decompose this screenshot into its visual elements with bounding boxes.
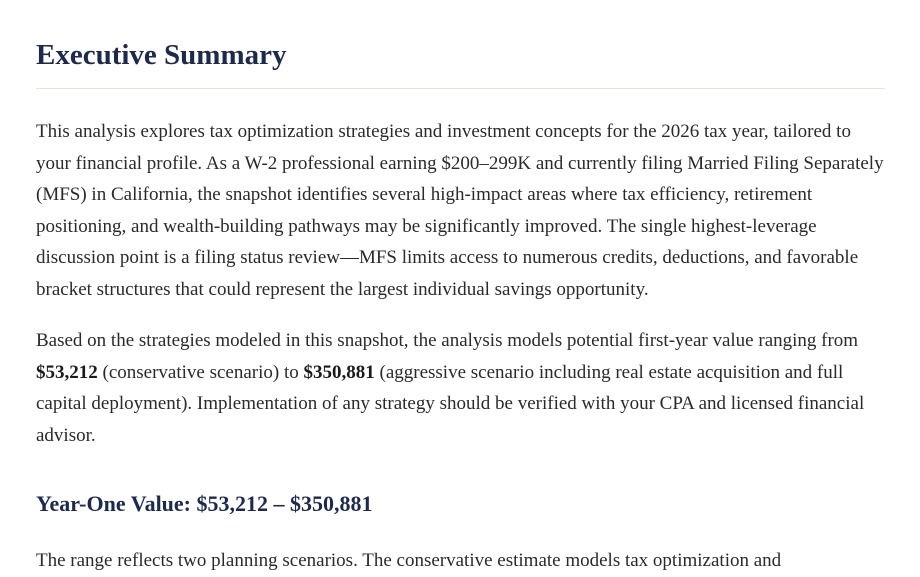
page-title: Executive Summary bbox=[36, 39, 287, 71]
value-paragraph-text-3: (aggressive scenario including real estate acquisition and full capital deployment). Implementation of any strategy should be verified with your CPA and licensed financial advisor. bbox=[36, 361, 865, 446]
intro-paragraph: This analysis explores tax optimization strategies and investment concepts for the 2026 tax year, tailored to your financial profile. As a W-2 professional earning $200–299K and currently filing Married Filing Separately (MFS) in California, the snapshot identifies several high-impact areas where tax efficiency, retirement positioning, and wealth-building pathways may be significantly improved. The single highest-leverage discussion point is a filing status review—MFS limits access to numerous credits, deductions, and favorable bracket structures that could represent the largest individual savings opportunity. bbox=[36, 121, 884, 300]
range-paragraph: The range reflects two planning scenarios. The conservative estimate models tax optimization and bbox=[36, 550, 782, 571]
value-paragraph bbox=[36, 325, 885, 451]
section-subheading: Year-One Value: $53,212 – $350,881 bbox=[36, 491, 373, 516]
value-paragraph-text-1: Based on the strategies modeled in this snapshot, the analysis models potential first-year value ranging from bbox=[36, 330, 859, 351]
document-content bbox=[36, 0, 885, 577]
high-value: $350,881 bbox=[303, 361, 375, 383]
low-value: $53,212 bbox=[36, 361, 98, 383]
value-paragraph-text-2: (conservative scenario) to bbox=[97, 361, 304, 383]
heading-divider bbox=[36, 88, 885, 89]
